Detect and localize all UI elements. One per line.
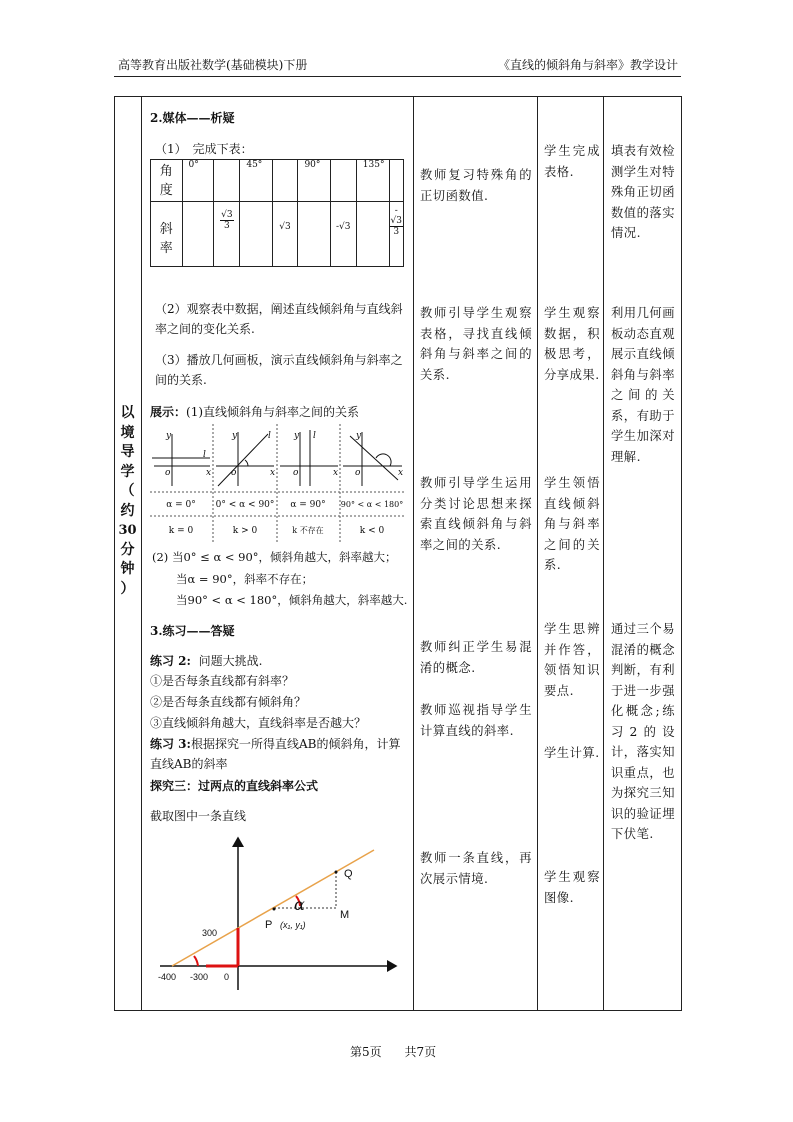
question-3: ③直线倾斜角越大，直线斜率是否越大？ bbox=[150, 716, 367, 730]
k-label: k > 0 bbox=[232, 526, 258, 536]
header-rule bbox=[114, 76, 681, 77]
y-axis-label: y bbox=[166, 431, 172, 441]
tick-label-0: 0 bbox=[224, 972, 230, 982]
origin-label: o bbox=[165, 468, 171, 478]
question-2: ②是否每条直线都有倾斜角？ bbox=[150, 695, 307, 709]
conclusion-line-1: (2) 当0° ≤ α < 90°，倾斜角越大，斜率越大； bbox=[152, 550, 397, 564]
task1-text: （1） 完成下表： bbox=[155, 142, 253, 156]
teacher-activity-4: 教师纠正学生易混淆的概念. bbox=[420, 640, 532, 675]
svg-text:l: l bbox=[313, 431, 316, 441]
svg-text:o: o bbox=[293, 468, 299, 478]
section-practice-title: 3.练习——答疑 bbox=[150, 624, 235, 638]
x-axis-label: x bbox=[206, 468, 212, 478]
section-media-title: 2.媒体——析疑 bbox=[150, 111, 235, 125]
point-p-coord: (x₁, y₁) bbox=[280, 920, 306, 930]
point-p-label: P bbox=[265, 919, 273, 931]
item2-text: （2）观察表中数据，阐述直线倾斜角与直线斜率之间的变化关系. bbox=[155, 302, 403, 336]
angle-cell: 0° bbox=[182, 160, 214, 202]
slope-cell: √3 bbox=[272, 202, 298, 267]
k-label: k < 0 bbox=[359, 526, 385, 536]
header-right: 《直线的倾斜角与斜率》教学设计 bbox=[498, 58, 679, 72]
show-line: 展示：(1)直线倾斜角与斜率之间的关系 bbox=[150, 405, 360, 419]
slope-cell: - $\frac{√3}{3}$ bbox=[389, 202, 403, 267]
tick-label-minus300: -300 bbox=[190, 972, 209, 982]
svg-text:x: x bbox=[270, 468, 276, 478]
student-activity-2: 学生观察数据，积极思考，分享成果. bbox=[544, 306, 600, 382]
conclusion-line-3: 当90° < α < 180°，倾斜角越大，斜率越大. bbox=[176, 593, 408, 607]
condition-label: 0° < α < 90° bbox=[215, 500, 275, 510]
row-label-angle: 角 度 bbox=[151, 160, 183, 202]
column-divider-2 bbox=[413, 96, 414, 1011]
svg-text:o: o bbox=[231, 468, 237, 478]
angle-cell: 45° bbox=[240, 160, 272, 202]
exercise2-line: 练习 2: 问题大挑战. bbox=[150, 654, 263, 668]
svg-text:o: o bbox=[355, 468, 361, 478]
teacher-activity-3: 教师引导学生运用分类讨论思想来探索直线倾斜角与斜率之间的关系. bbox=[420, 476, 532, 552]
svg-text:l: l bbox=[268, 431, 271, 441]
slope-cases-graphs bbox=[150, 424, 404, 542]
column-divider-3 bbox=[537, 96, 538, 1011]
condition-label: 90° < α < 180° bbox=[340, 500, 404, 509]
angle-slope-table bbox=[150, 159, 404, 267]
condition-label: α = 90° bbox=[290, 500, 326, 510]
tick-label-minus400: -400 bbox=[158, 972, 177, 982]
angle-alpha-label: α bbox=[294, 895, 305, 914]
teacher-activity-1: 教师复习特殊角的正切函数值. bbox=[420, 168, 532, 203]
teacher-activity-2: 教师引导学生观察表格，寻找直线倾斜角与斜率之间的关系. bbox=[420, 306, 532, 382]
angle-cell: 90° bbox=[298, 160, 330, 202]
capture-text: 截取图中一条直线 bbox=[150, 809, 247, 823]
point-q-label: Q bbox=[344, 868, 353, 880]
row-label-slope: 斜 率 bbox=[151, 202, 183, 267]
explore-title: 探究三：过两点的直线斜率公式 bbox=[150, 779, 319, 793]
student-activity-3: 学生领悟直线倾斜角与斜率之间的关系. bbox=[544, 476, 600, 572]
svg-text:y: y bbox=[232, 431, 238, 441]
column-divider-1 bbox=[141, 96, 142, 1011]
teacher-activity-6: 教师一条直线，再次展示情境. bbox=[420, 851, 532, 886]
angle-cell: 135° bbox=[356, 160, 389, 202]
student-activity-4: 学生思辨并作答，领悟知识要点. bbox=[544, 622, 600, 698]
column-divider-4 bbox=[603, 96, 604, 1011]
tick-label-300: 300 bbox=[202, 928, 218, 938]
svg-text:x: x bbox=[398, 468, 404, 478]
slope-cell: $\frac{√3}{3}$ bbox=[214, 202, 240, 267]
svg-text:x: x bbox=[333, 468, 339, 478]
teacher-activity-5: 教师巡视指导学生计算直线的斜率. bbox=[420, 703, 532, 738]
student-activity-5: 学生计算. bbox=[544, 746, 600, 760]
slope-cell: -√3 bbox=[330, 202, 356, 267]
svg-text:y: y bbox=[356, 431, 362, 441]
conclusion-line-2: 当α = 90°，斜率不存在； bbox=[176, 572, 314, 586]
question-1: ①是否每条直线都有斜率？ bbox=[150, 674, 295, 688]
item3-text: （3）播放几何画板，演示直线倾斜角与斜率之间的关系. bbox=[155, 353, 403, 387]
header-left: 高等教育出版社数学(基础模块)下册 bbox=[118, 58, 308, 72]
k-label: k 不存在 bbox=[292, 526, 324, 535]
student-activity-1: 学生完成表格. bbox=[544, 144, 600, 179]
page-footer: 第5页 共7页 bbox=[350, 1045, 437, 1059]
design-intent-3: 通过三个易混淆的概念判断，有利于进一步强化概念;练习2的设计，落实知识重点，也为探究三知识的验证埋下伏笔. bbox=[611, 622, 675, 841]
design-intent-1: 填表有效检测学生对特殊角正切函数值的落实情况. bbox=[611, 144, 675, 240]
k-label: k = 0 bbox=[168, 526, 194, 536]
point-m-label: M bbox=[340, 909, 350, 921]
design-intent-2: 利用几何画板动态直观展示直线倾斜角与斜率之间的关系，有助于学生加深对理解. bbox=[611, 306, 675, 464]
stage-label: 以 境 导 学 （ 约 30 分 钟 ） bbox=[118, 405, 137, 597]
condition-label: α = 0° bbox=[166, 500, 196, 510]
line-label: l bbox=[203, 450, 206, 460]
student-activity-6: 学生观察图像. bbox=[544, 870, 600, 905]
svg-text:y: y bbox=[294, 431, 300, 441]
slope-figure bbox=[150, 832, 406, 994]
exercise3-text: 练习 3:根据探究一所得直线AB的倾斜角，计算直线AB的斜率 bbox=[150, 737, 401, 771]
